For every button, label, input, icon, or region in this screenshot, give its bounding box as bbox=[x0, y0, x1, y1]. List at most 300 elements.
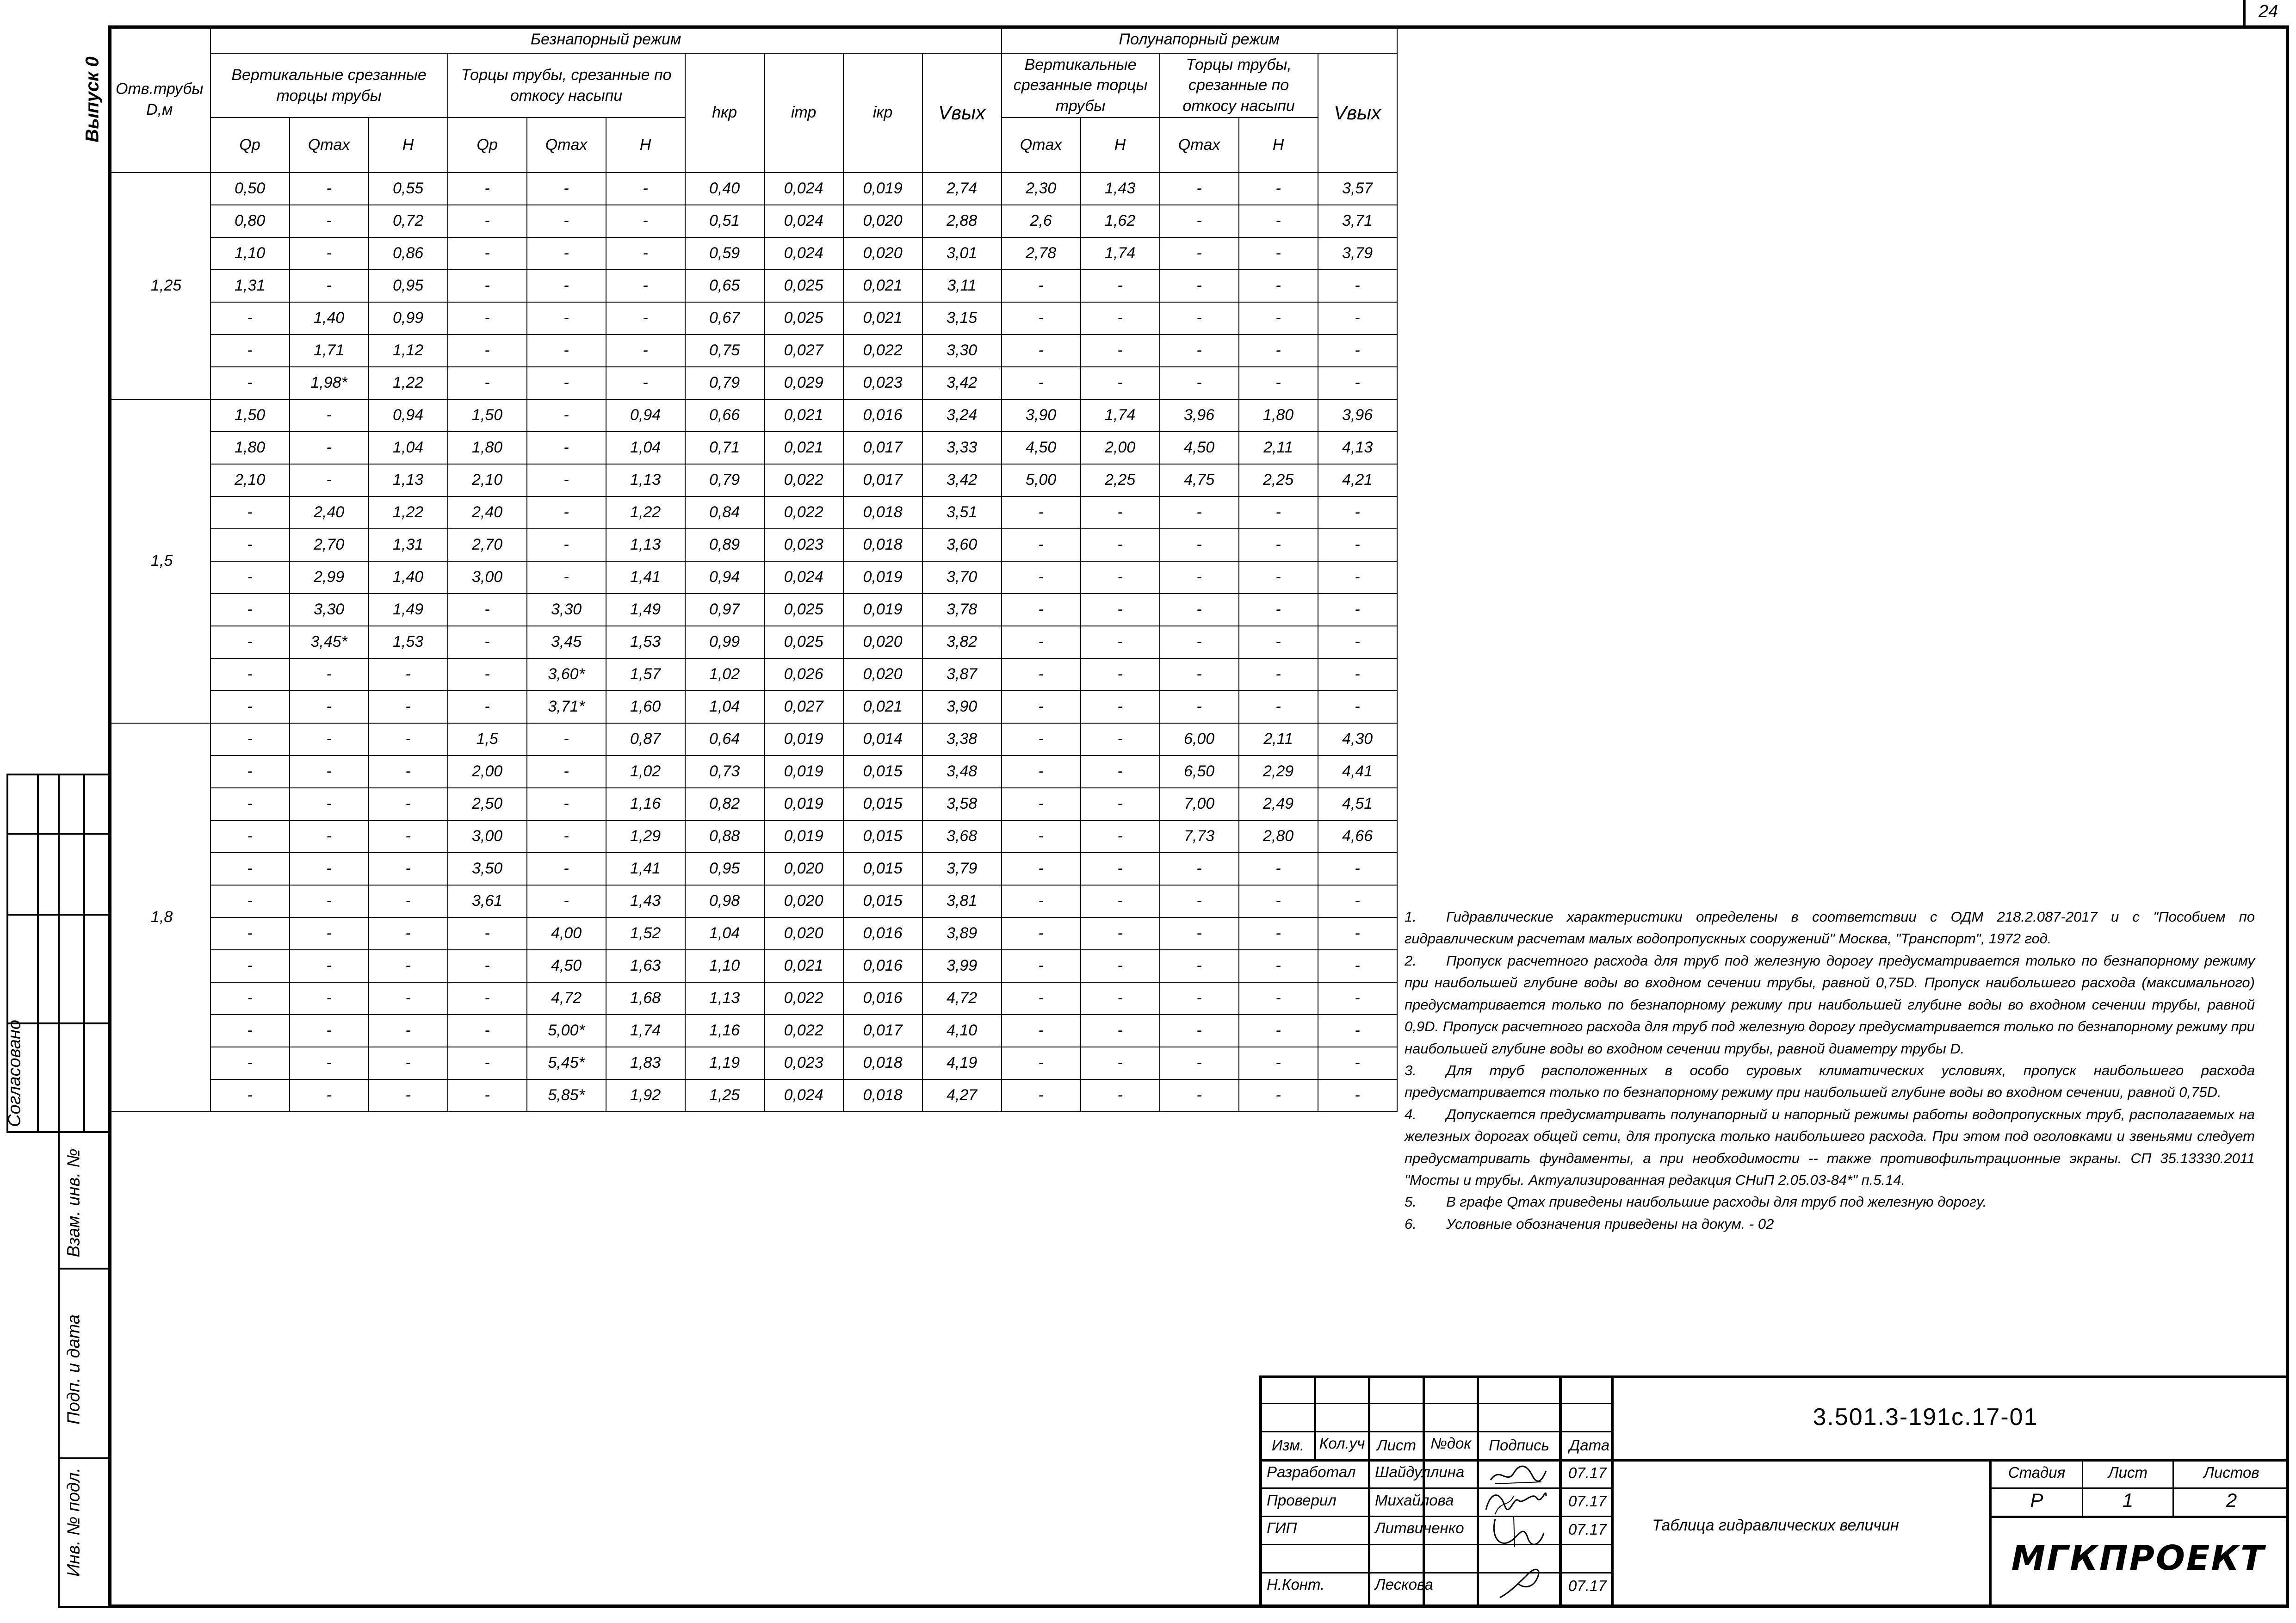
table-cell: - bbox=[1318, 1047, 1397, 1079]
table-cell: - bbox=[1160, 367, 1239, 399]
table-cell: - bbox=[1318, 335, 1397, 367]
table-cell: 3,00 bbox=[448, 820, 527, 853]
table-cell: - bbox=[210, 594, 290, 626]
table-cell: - bbox=[1318, 1079, 1397, 1112]
table-cell: 0,025 bbox=[764, 626, 843, 658]
kol-header: Кол.уч bbox=[1319, 1435, 1365, 1452]
note-number: 2. bbox=[1405, 952, 1417, 969]
table-cell: 0,016 bbox=[843, 917, 922, 950]
table-cell: - bbox=[369, 756, 448, 788]
table-cell: - bbox=[1160, 691, 1239, 723]
table-cell: 3,01 bbox=[922, 237, 1002, 270]
table-cell: 1,5 bbox=[448, 723, 527, 756]
table-cell: 0,024 bbox=[764, 205, 843, 237]
table-cell: 1,53 bbox=[606, 626, 685, 658]
table-cell: 1,49 bbox=[606, 594, 685, 626]
table-cell: 0,022 bbox=[843, 335, 922, 367]
table-cell: 1,25 bbox=[685, 1079, 764, 1112]
table-cell: 4,19 bbox=[922, 1047, 1002, 1079]
table-cell: - bbox=[210, 820, 290, 853]
table-cell: - bbox=[1160, 237, 1239, 270]
table-cell: 2,49 bbox=[1239, 788, 1318, 820]
table-cell: 1,02 bbox=[685, 658, 764, 691]
sheet-number: 24 bbox=[2259, 2, 2278, 21]
vertical-cut-semi-header: Вертикальные срезанные торцы трубы bbox=[1002, 53, 1160, 118]
table-cell: 2,78 bbox=[1002, 237, 1081, 270]
table-cell: - bbox=[1318, 594, 1397, 626]
table-row bbox=[109, 367, 1397, 399]
table-cell: 0,79 bbox=[685, 464, 764, 496]
table-cell: - bbox=[527, 432, 606, 464]
table-cell: - bbox=[210, 335, 290, 367]
table-cell: 0,020 bbox=[764, 885, 843, 917]
table-cell: - bbox=[210, 658, 290, 691]
table-cell: 0,020 bbox=[843, 658, 922, 691]
table-cell: 2,25 bbox=[1239, 464, 1318, 496]
table-cell: 1,60 bbox=[606, 691, 685, 723]
table-cell: 0,024 bbox=[764, 1079, 843, 1112]
note-text: Пропуск расчетного расхода для труб под железную дорогу предусматривается только по безнапорному режиму при наибольшей глубине воды во входном сечении трубы, равной 0,75D. Пропуск наибольшего расхода (максимального) предусматривается только по безнапорному режиму при наибольшей глубине воды во входном сечении трубы, равной 0,9D. Пропуск расчетного расхода для труб под железную дорогу предусматривается только по безнапорному режиму при наибольшей глубине воды во входном сечении трубы, равной диаметру трубы D. bbox=[1405, 952, 2255, 1057]
table-cell: - bbox=[1239, 626, 1318, 658]
table-cell: - bbox=[1081, 982, 1160, 1015]
table-cell: - bbox=[527, 820, 606, 853]
table-cell: 4,21 bbox=[1318, 464, 1397, 496]
table-cell: - bbox=[448, 237, 527, 270]
table-cell: 0,019 bbox=[764, 756, 843, 788]
table-cell: - bbox=[290, 237, 369, 270]
table-cell: 1,53 bbox=[369, 626, 448, 658]
table-cell: 1,10 bbox=[685, 950, 764, 982]
table-cell: - bbox=[1160, 205, 1239, 237]
table-cell: 0,020 bbox=[843, 205, 922, 237]
table-cell: - bbox=[290, 885, 369, 917]
slope-cut-header: Торцы трубы, срезанные по откосу насыпи bbox=[448, 53, 685, 118]
table-cell: 1,16 bbox=[606, 788, 685, 820]
semi-pressure-header: Полунапорный режим bbox=[1002, 26, 1397, 53]
table-cell: - bbox=[527, 335, 606, 367]
table-cell: 0,021 bbox=[764, 950, 843, 982]
table-cell: 1,68 bbox=[606, 982, 685, 1015]
table-cell: 3,58 bbox=[922, 788, 1002, 820]
table-cell: 1,22 bbox=[369, 496, 448, 529]
table-cell: - bbox=[606, 237, 685, 270]
h-header: H bbox=[606, 118, 685, 173]
table-cell: - bbox=[1318, 529, 1397, 561]
table-cell: 0,025 bbox=[764, 302, 843, 335]
table-cell: 1,12 bbox=[369, 335, 448, 367]
note-text: Условные обозначения приведены на докум. - 02 bbox=[1446, 1215, 1774, 1232]
table-cell: - bbox=[1318, 561, 1397, 594]
izm-header: Изм. bbox=[1271, 1437, 1305, 1454]
sheets-value: 2 bbox=[2226, 1489, 2237, 1511]
table-cell: - bbox=[527, 399, 606, 432]
table-cell: - bbox=[210, 691, 290, 723]
table-cell: - bbox=[210, 561, 290, 594]
table-cell: - bbox=[290, 1047, 369, 1079]
table-cell: - bbox=[1081, 723, 1160, 756]
table-cell: - bbox=[1081, 820, 1160, 853]
table-cell: - bbox=[527, 561, 606, 594]
table-cell: - bbox=[210, 496, 290, 529]
table-cell: 0,65 bbox=[685, 270, 764, 302]
table-cell: - bbox=[1318, 367, 1397, 399]
table-cell: 3,57 bbox=[1318, 173, 1397, 205]
table-cell: 0,025 bbox=[764, 594, 843, 626]
table-cell: - bbox=[606, 302, 685, 335]
table-cell: 0,018 bbox=[843, 1079, 922, 1112]
table-cell: 3,42 bbox=[922, 367, 1002, 399]
table-cell: 1,13 bbox=[606, 464, 685, 496]
table-cell: 1,62 bbox=[1081, 205, 1160, 237]
table-cell: - bbox=[1002, 270, 1081, 302]
table-cell: - bbox=[448, 626, 527, 658]
list-header: Лист bbox=[1377, 1437, 1416, 1454]
table-row bbox=[109, 1079, 1397, 1112]
table-cell: 3,79 bbox=[922, 853, 1002, 885]
table-cell: - bbox=[1160, 950, 1239, 982]
table-cell: 2,30 bbox=[1002, 173, 1081, 205]
table-cell: 4,75 bbox=[1160, 464, 1239, 496]
table-cell: - bbox=[1081, 1079, 1160, 1112]
table-cell: 0,029 bbox=[764, 367, 843, 399]
table-cell: - bbox=[448, 1015, 527, 1047]
table-cell: - bbox=[1239, 1015, 1318, 1047]
signature-norm-control bbox=[1495, 1565, 1551, 1602]
table-cell: - bbox=[527, 302, 606, 335]
table-cell: 1,40 bbox=[369, 561, 448, 594]
table-cell: - bbox=[1239, 982, 1318, 1015]
table-cell: 2,00 bbox=[448, 756, 527, 788]
table-cell: - bbox=[1239, 367, 1318, 399]
table-cell: - bbox=[1239, 302, 1318, 335]
table-cell: 3,51 bbox=[922, 496, 1002, 529]
table-cell: 3,71* bbox=[527, 691, 606, 723]
note-text: Допускается предусматривать полунапорный и напорный режимы работы водопропускных труб, располагаемых на железных дорогах общей сети, для пропуска только наибольшего расхода. При этом под оголовками и звеньями следует предусматривать фундаменты, а при необходимости -- также противофильтрационные экраны. СП 35.13330.2011 "Мосты и трубы. Актуализированная редакция СНиП 2.05.03-84*" п.5.14. bbox=[1405, 1106, 2255, 1189]
sheets-header: Листов bbox=[2203, 1464, 2259, 1481]
table-cell: - bbox=[1239, 335, 1318, 367]
table-cell: 0,016 bbox=[843, 399, 922, 432]
table-cell: - bbox=[1081, 1047, 1160, 1079]
table-cell: - bbox=[1239, 658, 1318, 691]
table-cell: - bbox=[1239, 1047, 1318, 1079]
table-cell: - bbox=[1002, 594, 1081, 626]
table-cell: 0,84 bbox=[685, 496, 764, 529]
table-cell: - bbox=[527, 885, 606, 917]
table-cell: 0,64 bbox=[685, 723, 764, 756]
table-cell: 0,015 bbox=[843, 820, 922, 853]
agreed-label: Согласовано bbox=[5, 1020, 25, 1127]
table-cell: - bbox=[1081, 626, 1160, 658]
free-flow-header: Безнапорный режим bbox=[210, 26, 1002, 53]
role-gip: ГИП bbox=[1267, 1519, 1297, 1536]
h-header: H bbox=[1081, 118, 1160, 173]
qp-header: Qр bbox=[448, 118, 527, 173]
note-number: 6. bbox=[1405, 1215, 1417, 1232]
table-cell: 0,018 bbox=[843, 1047, 922, 1079]
note-item bbox=[1405, 950, 2255, 1059]
date-column bbox=[1559, 1375, 1611, 1608]
table-cell: - bbox=[1002, 820, 1081, 853]
table-cell: 1,80 bbox=[448, 432, 527, 464]
name-norm-control: Лескова bbox=[1375, 1576, 1433, 1593]
table-cell: - bbox=[527, 788, 606, 820]
table-cell: - bbox=[1318, 270, 1397, 302]
table-cell: 0,79 bbox=[685, 367, 764, 399]
table-cell: - bbox=[210, 529, 290, 561]
table-cell: - bbox=[1318, 496, 1397, 529]
table-row bbox=[109, 270, 1397, 302]
table-cell: 2,00 bbox=[1081, 432, 1160, 464]
table-cell: - bbox=[448, 270, 527, 302]
table-cell: - bbox=[527, 173, 606, 205]
table-cell: 0,017 bbox=[843, 432, 922, 464]
table-cell: - bbox=[1160, 853, 1239, 885]
table-cell: - bbox=[369, 950, 448, 982]
table-cell: 0,025 bbox=[764, 270, 843, 302]
table-cell: - bbox=[290, 982, 369, 1015]
table-cell: 0,019 bbox=[764, 788, 843, 820]
table-cell: 1,50 bbox=[448, 399, 527, 432]
table-row bbox=[109, 1047, 1397, 1079]
table-cell: 0,017 bbox=[843, 1015, 922, 1047]
table-cell: - bbox=[210, 1047, 290, 1079]
table-cell: - bbox=[290, 917, 369, 950]
vout-semi-header: Vвых bbox=[1318, 53, 1397, 173]
table-cell: - bbox=[527, 367, 606, 399]
table-cell: 3,96 bbox=[1160, 399, 1239, 432]
table-cell: - bbox=[1002, 1015, 1081, 1047]
table-cell: 1,63 bbox=[606, 950, 685, 982]
col-pipe-header: Отв.трубы D,м bbox=[109, 26, 210, 173]
table-cell: 0,50 bbox=[210, 173, 290, 205]
table-cell: - bbox=[527, 853, 606, 885]
table-cell: - bbox=[369, 1015, 448, 1047]
table-cell: - bbox=[369, 917, 448, 950]
table-cell: - bbox=[1002, 561, 1081, 594]
table-cell: - bbox=[1318, 302, 1397, 335]
table-cell: - bbox=[1160, 982, 1239, 1015]
table-cell: 3,42 bbox=[922, 464, 1002, 496]
table-cell: - bbox=[210, 756, 290, 788]
table-cell: 0,019 bbox=[843, 561, 922, 594]
table-cell: 1,22 bbox=[606, 496, 685, 529]
table-cell: 0,021 bbox=[843, 270, 922, 302]
table-cell: - bbox=[369, 723, 448, 756]
table-cell: 0,94 bbox=[369, 399, 448, 432]
table-cell: 1,92 bbox=[606, 1079, 685, 1112]
table-cell: - bbox=[1081, 561, 1160, 594]
table-cell: 2,40 bbox=[448, 496, 527, 529]
date-developed: 07.17 bbox=[1568, 1464, 1607, 1481]
table-cell: - bbox=[606, 205, 685, 237]
table-cell: 3,30 bbox=[922, 335, 1002, 367]
table-cell: - bbox=[527, 496, 606, 529]
table-cell: - bbox=[210, 1015, 290, 1047]
table-cell: - bbox=[1318, 658, 1397, 691]
table-cell: 5,00 bbox=[1002, 464, 1081, 496]
table-cell: 0,019 bbox=[843, 594, 922, 626]
table-row bbox=[109, 820, 1397, 853]
table-cell: - bbox=[1318, 917, 1397, 950]
table-cell: - bbox=[1081, 950, 1160, 982]
table-cell: - bbox=[1002, 302, 1081, 335]
sign-header: Подпись bbox=[1489, 1437, 1549, 1454]
table-cell: 4,72 bbox=[527, 982, 606, 1015]
table-cell: 2,74 bbox=[922, 173, 1002, 205]
table-cell: 1,31 bbox=[369, 529, 448, 561]
qp-header: Qр bbox=[210, 118, 290, 173]
table-cell: 0,86 bbox=[369, 237, 448, 270]
table-cell: - bbox=[290, 1079, 369, 1112]
table-row bbox=[109, 853, 1397, 885]
table-cell: - bbox=[1239, 205, 1318, 237]
table-cell: 0,022 bbox=[764, 496, 843, 529]
table-cell: - bbox=[1081, 302, 1160, 335]
table-cell: - bbox=[1239, 917, 1318, 950]
table-cell: - bbox=[448, 950, 527, 982]
table-cell: - bbox=[527, 756, 606, 788]
company-logo bbox=[1999, 1530, 2277, 1586]
table-cell: 0,022 bbox=[764, 464, 843, 496]
table-cell: 0,94 bbox=[685, 561, 764, 594]
table-cell: 2,11 bbox=[1239, 432, 1318, 464]
note-item bbox=[1405, 1213, 2255, 1235]
table-cell: 3,90 bbox=[1002, 399, 1081, 432]
table-cell: 1,43 bbox=[606, 885, 685, 917]
hkr-header: hкр bbox=[685, 53, 764, 173]
table-cell: 0,015 bbox=[843, 853, 922, 885]
table-cell: - bbox=[1002, 917, 1081, 950]
table-cell: 2,50 bbox=[448, 788, 527, 820]
issue-label: Выпуск 0 bbox=[82, 56, 103, 142]
table-cell: 0,022 bbox=[764, 982, 843, 1015]
table-cell: - bbox=[369, 1047, 448, 1079]
table-cell: 0,016 bbox=[843, 950, 922, 982]
table-cell: 0,89 bbox=[685, 529, 764, 561]
table-cell: - bbox=[290, 205, 369, 237]
table-cell: - bbox=[210, 788, 290, 820]
table-cell: - bbox=[1160, 917, 1239, 950]
table-cell: - bbox=[448, 367, 527, 399]
table-cell: 1,50 bbox=[210, 399, 290, 432]
pipe-diameter-cell: 1,25 bbox=[109, 173, 210, 399]
table-cell: - bbox=[527, 205, 606, 237]
table-cell: 0,024 bbox=[764, 237, 843, 270]
table-cell: 0,55 bbox=[369, 173, 448, 205]
table-cell: 0,015 bbox=[843, 885, 922, 917]
table-cell: - bbox=[448, 173, 527, 205]
table-cell: - bbox=[1002, 885, 1081, 917]
itr-header: iтр bbox=[764, 53, 843, 173]
table-cell: 2,99 bbox=[290, 561, 369, 594]
table-row bbox=[109, 496, 1397, 529]
table-cell: - bbox=[1318, 885, 1397, 917]
table-cell: - bbox=[210, 723, 290, 756]
table-cell: - bbox=[1239, 173, 1318, 205]
table-cell: 3,30 bbox=[527, 594, 606, 626]
table-row bbox=[109, 950, 1397, 982]
table-cell: - bbox=[448, 982, 527, 1015]
sheet-value: 1 bbox=[2122, 1489, 2134, 1511]
table-cell: 2,80 bbox=[1239, 820, 1318, 853]
qmax-header: Qmax bbox=[1160, 118, 1239, 173]
table-cell: - bbox=[210, 950, 290, 982]
table-cell: 3,61 bbox=[448, 885, 527, 917]
table-cell: 3,68 bbox=[922, 820, 1002, 853]
date-header-cell: Дата bbox=[1569, 1437, 1610, 1454]
table-cell: - bbox=[210, 982, 290, 1015]
table-cell: - bbox=[1239, 496, 1318, 529]
table-cell: 0,59 bbox=[685, 237, 764, 270]
role-checked: Проверил bbox=[1267, 1492, 1337, 1509]
table-cell: - bbox=[210, 1079, 290, 1112]
table-cell: - bbox=[527, 270, 606, 302]
title-block bbox=[1259, 1375, 2289, 1608]
table-cell: 0,021 bbox=[843, 302, 922, 335]
table-cell: 0,020 bbox=[843, 237, 922, 270]
table-cell: 1,04 bbox=[685, 917, 764, 950]
date-gip: 07.17 bbox=[1568, 1521, 1607, 1538]
table-cell: 0,026 bbox=[764, 658, 843, 691]
table-cell: - bbox=[1239, 529, 1318, 561]
table-row bbox=[109, 982, 1397, 1015]
table-cell: 0,75 bbox=[685, 335, 764, 367]
table-cell: - bbox=[290, 173, 369, 205]
table-cell: 3,82 bbox=[922, 626, 1002, 658]
table-cell: 0,019 bbox=[764, 723, 843, 756]
table-cell: 0,99 bbox=[685, 626, 764, 658]
table-cell: 0,021 bbox=[764, 432, 843, 464]
table-cell: 3,38 bbox=[922, 723, 1002, 756]
table-cell: 0,018 bbox=[843, 496, 922, 529]
table-cell: 3,78 bbox=[922, 594, 1002, 626]
table-cell: - bbox=[1002, 756, 1081, 788]
table-cell: 1,22 bbox=[369, 367, 448, 399]
table-cell: 0,020 bbox=[843, 626, 922, 658]
table-cell: 0,66 bbox=[685, 399, 764, 432]
table-cell: 0,87 bbox=[606, 723, 685, 756]
table-row bbox=[109, 561, 1397, 594]
table-cell: - bbox=[448, 1079, 527, 1112]
sheet-title: Таблица гидравлических величин bbox=[1652, 1517, 1899, 1534]
inv-orig-label: Инв. № подл. bbox=[64, 1468, 84, 1577]
table-cell: 0,72 bbox=[369, 205, 448, 237]
table-cell: 0,020 bbox=[764, 853, 843, 885]
table-cell: - bbox=[1160, 885, 1239, 917]
table-cell: 4,51 bbox=[1318, 788, 1397, 820]
sign-date-label: Подп. и дата bbox=[64, 1314, 84, 1425]
table-cell: - bbox=[290, 853, 369, 885]
table-cell: 0,023 bbox=[764, 529, 843, 561]
table-cell: 1,40 bbox=[290, 302, 369, 335]
name-gip: Литвиненко bbox=[1375, 1519, 1464, 1536]
table-cell: 1,57 bbox=[606, 658, 685, 691]
table-cell: 1,29 bbox=[606, 820, 685, 853]
table-cell: 0,019 bbox=[843, 173, 922, 205]
table-row bbox=[109, 626, 1397, 658]
table-cell: - bbox=[1160, 1047, 1239, 1079]
vout-header: Vвых bbox=[922, 53, 1002, 173]
table-cell: 2,40 bbox=[290, 496, 369, 529]
table-cell: - bbox=[1081, 691, 1160, 723]
table-cell: - bbox=[290, 270, 369, 302]
table-cell: - bbox=[290, 950, 369, 982]
stage-value: Р bbox=[2030, 1489, 2043, 1511]
table-cell: 0,024 bbox=[764, 561, 843, 594]
table-cell: - bbox=[448, 302, 527, 335]
table-row bbox=[109, 594, 1397, 626]
table-cell: 4,66 bbox=[1318, 820, 1397, 853]
